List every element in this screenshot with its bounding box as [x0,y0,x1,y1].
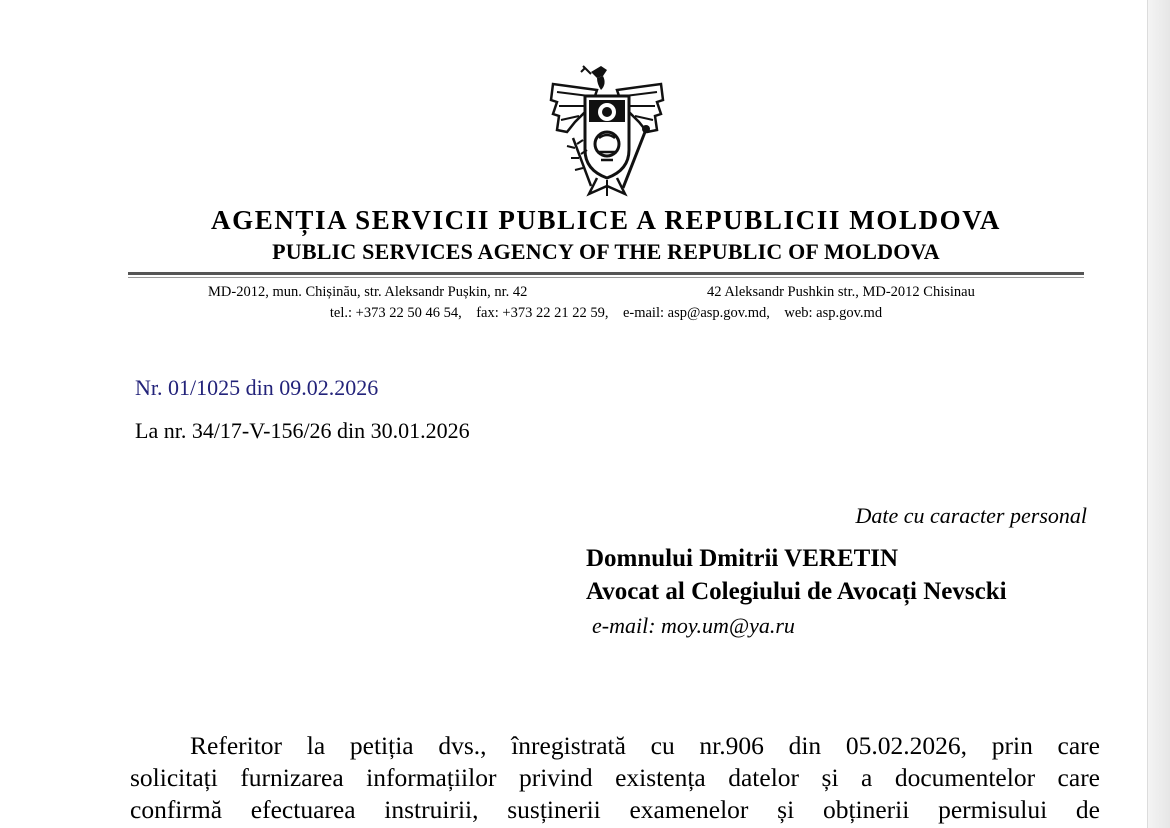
recipient-email: e-mail: moy.um@ya.ru [592,613,795,638]
agency-name-en: PUBLIC SERVICES AGENCY OF THE REPUBLIC OF MOLDOVA [272,239,940,264]
body-line: confirmă efectuarea instruirii, susținerii examenelor și obținerii permisului de [130,795,1100,824]
agency-name-ro: AGENȚIA SERVICII PUBLICE A REPUBLICII MOLDOVA [211,205,1001,235]
incoming-reference-number: La nr. 34/17-V-156/26 din 30.01.2026 [135,418,470,443]
letter-body [130,730,1100,826]
address-en: 42 Aleksandr Pushkin str., MD-2012 Chisinau [707,284,975,300]
contact-line: tel.: +373 22 50 46 54, fax: +373 22 21 22 59, e-mail: asp@asp.gov.md, web: asp.gov.md [329,305,883,321]
recipient-title: Avocat al Colegiului de Avocați Nevscki [586,578,1007,605]
recipient-name: Domnului Dmitrii VERETIN [586,545,899,572]
header-rule-thin [128,277,1084,278]
confidentiality-note: Date cu caracter personal [855,503,1087,528]
coat-of-arms-icon [545,62,669,200]
address-ro: MD-2012, mun. Chișinău, str. Aleksandr Pușkin, nr. 42 [208,284,528,300]
outgoing-reference-number: Nr. 01/1025 din 09.02.2026 [135,375,379,400]
header-rule [128,272,1084,275]
body-line: solicitați furnizarea informațiilor privind existența datelor și a documentelor care [130,763,1100,792]
body-line: Referitor la petiția dvs., înregistrată cu nr.906 din 05.02.2026, prin care [190,731,1100,760]
page-edge [1147,0,1170,828]
